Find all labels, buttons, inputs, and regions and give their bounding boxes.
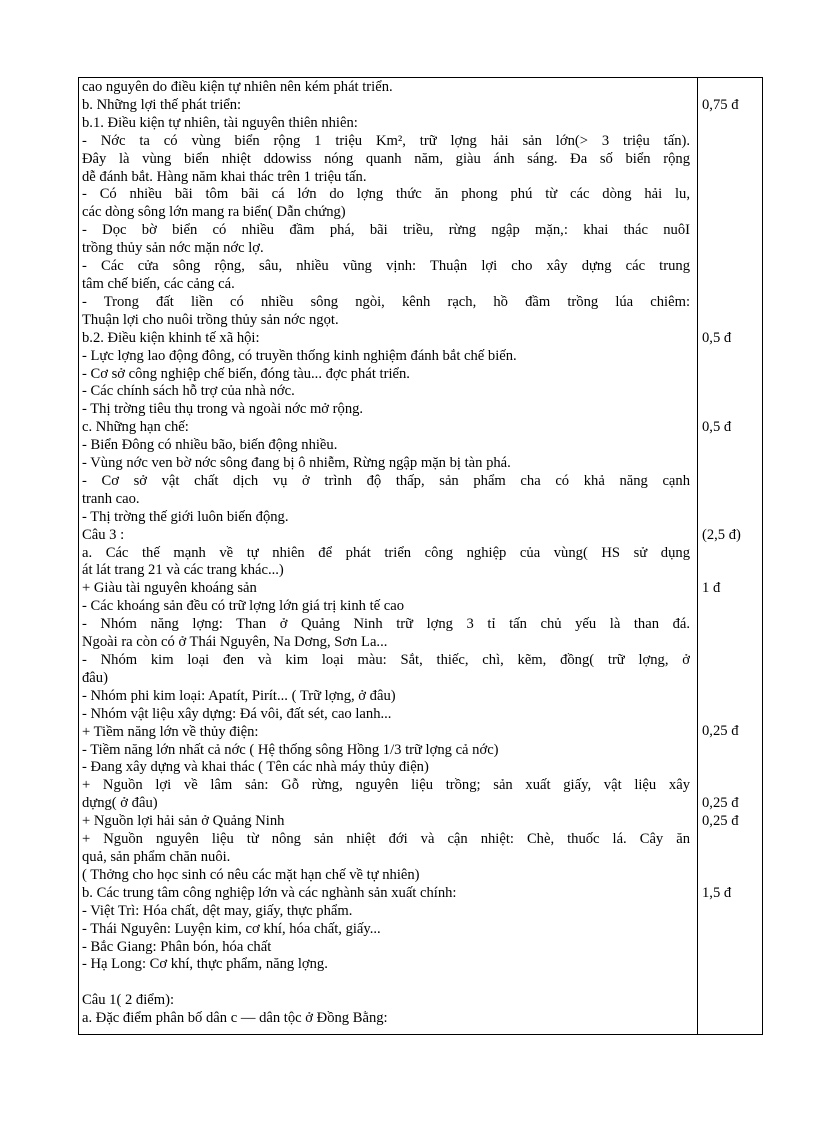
text-line: + Nguồn nguyên liệu từ nông sản nhiệt đới và cận nhiệt: Chè, thuốc lá. Cây ăn bbox=[82, 831, 690, 848]
score-mark: 0,5 đ bbox=[702, 419, 732, 436]
text-line: + Nguồn lợi hải sản ở Quảng Ninh bbox=[82, 813, 285, 830]
text-line: dựng( ở đâu) bbox=[82, 795, 158, 812]
text-line: b. Các trung tâm công nghiệp lớn và các nghành sản xuất chính: bbox=[82, 884, 457, 901]
score-mark: (2,5 đ) bbox=[702, 526, 741, 543]
text-line: đâu) bbox=[82, 669, 108, 686]
score-mark: 0,25 đ bbox=[702, 812, 739, 829]
text-line: - Dọc bờ biển có nhiều đầm phá, bãi triều, rừng ngập mặn,: khai thác nuôI bbox=[82, 222, 690, 239]
text-line: c. Những hạn chế: bbox=[82, 419, 189, 436]
score-mark: 0,75 đ bbox=[702, 96, 739, 113]
text-line: quả, sản phẩm chăn nuôi. bbox=[82, 848, 231, 865]
text-line: ( Thởng cho học sinh có nêu các mặt hạn chế về tự nhiên) bbox=[82, 866, 420, 883]
score-mark: 0,25 đ bbox=[702, 795, 739, 811]
text-line: - Trong đất liền có nhiều sông ngòi, kênh rạch, hồ đầm trồng lúa chiêm: bbox=[82, 293, 690, 310]
score-mark: 1 đ bbox=[702, 580, 721, 597]
text-line: - Việt Trì: Hóa chất, dệt may, giấy, thực phẩm. bbox=[82, 902, 353, 919]
text-line: dễ đánh bắt. Hàng năm khai thác trên 1 triệu tấn. bbox=[82, 168, 367, 185]
answer-content bbox=[82, 79, 690, 1028]
text-line: - Biển Đông có nhiều bão, biến động nhiều. bbox=[82, 437, 338, 454]
text-line: - Đang xây dựng và khai thác ( Tên các nhà máy thủy điện) bbox=[82, 759, 429, 776]
score-mark: 0,25 đ bbox=[702, 723, 739, 740]
text-line: - Thái Nguyên: Luyện kim, cơ khí, hóa chất, giấy... bbox=[82, 920, 381, 937]
score-mark: 1,5 đ bbox=[702, 884, 732, 901]
text-line: + Giàu tài nguyên khoáng sản bbox=[82, 580, 257, 597]
text-line: - Các khoáng sản đều có trữ lợng lớn giá trị kinh tế cao bbox=[82, 598, 405, 615]
text-line bbox=[82, 974, 690, 992]
text-line: át lát trang 21 và các trang khác...) bbox=[82, 562, 284, 579]
text-line: Câu 1( 2 điểm): bbox=[82, 992, 175, 1009]
score-column-divider bbox=[697, 77, 698, 1035]
text-line: Thuận lợi cho nuôi trồng thủy sản nớc ngọt. bbox=[82, 311, 339, 328]
text-line: a. Các thế mạnh về tự nhiên để phát triển công nghiệp của vùng( HS sử dụng bbox=[82, 544, 690, 561]
text-line: - Hạ Long: Cơ khí, thực phẩm, năng lợng. bbox=[82, 956, 328, 973]
text-line: Câu 3 : bbox=[82, 526, 125, 543]
text-line: - Vùng nớc ven bờ nớc sông đang bị ô nhiễm, Rừng ngập mặn bị tàn phá. bbox=[82, 455, 511, 472]
text-line: - Nhóm năng lợng: Than ở Quảng Ninh trữ lợng 3 tỉ tấn chủ yếu là than đá. bbox=[82, 616, 690, 633]
text-line: b.2. Điều kiện khinh tế xã hội: bbox=[82, 329, 260, 346]
text-line: - Thị trờng thế giới luôn biến động. bbox=[82, 508, 289, 525]
text-line: - Lực lợng lao động đông, có truyền thống kinh nghiệm đánh bắt chế biến. bbox=[82, 347, 517, 364]
text-line: - Tiềm năng lớn nhất cả nớc ( Hệ thống sông Hồng 1/3 trữ lợng cả nớc) bbox=[82, 741, 499, 758]
text-line: - Các chính sách hỗ trợ của nhà nớc. bbox=[82, 383, 295, 400]
text-line: - Các cửa sông rộng, sâu, nhiều vũng vịnh: Thuận lợi cho xây dựng các trung bbox=[82, 258, 690, 275]
text-line: - Có nhiều bãi tôm bãi cá lớn do lợng thức ăn phong phú từ các dòng hải lu, bbox=[82, 186, 690, 203]
text-line: tranh cao. bbox=[82, 490, 140, 507]
text-line: các dòng sông lớn mang ra biển( Dẫn chứng) bbox=[82, 204, 346, 221]
text-line: - Nhóm vật liệu xây dựng: Đá vôi, đất sét, cao lanh... bbox=[82, 705, 392, 722]
text-line: - Thị trờng tiêu thụ trong và ngoài nớc mở rộng. bbox=[82, 401, 364, 418]
score-mark: 0,5 đ bbox=[702, 329, 732, 346]
text-line: cao nguyên do điều kiện tự nhiên nên kém phát triển. bbox=[82, 79, 393, 95]
text-line: trồng thủy sản nớc mặn nớc lợ. bbox=[82, 240, 264, 257]
text-line: a. Đặc điểm phân bố dân c — dân tộc ở Đồng Bằng: bbox=[82, 1010, 388, 1027]
text-line: - Nớc ta có vùng biển rộng 1 triệu Km², trữ lợng hải sản lớn(> 3 triệu tấn). bbox=[82, 132, 690, 149]
text-line: b. Những lợi thế phát triển: bbox=[82, 96, 242, 113]
text-line: b.1. Điều kiện tự nhiên, tài nguyên thiên nhiên: bbox=[82, 114, 358, 131]
text-line: - Cơ sở vật chất dịch vụ ở trình độ thấp, sản phẩm cha có khả năng cạnh bbox=[82, 472, 690, 489]
text-line: - Bắc Giang: Phân bón, hóa chất bbox=[82, 938, 272, 955]
text-line: tâm chế biến, các cảng cá. bbox=[82, 275, 235, 292]
text-line: - Nhóm phi kim loại: Apatít, Pirít... ( Trữ lợng, ở đâu) bbox=[82, 687, 396, 704]
text-line: + Nguồn lợi về lâm sản: Gỗ rừng, nguyên liệu trồng; sản xuất giấy, vật liệu xây bbox=[82, 777, 690, 794]
text-line: + Tiềm năng lớn về thủy điện: bbox=[82, 723, 259, 740]
text-line: - Nhóm kim loại đen và kim loại màu: Sắt, thiếc, chì, kẽm, đồng( trữ lợng, ở bbox=[82, 652, 690, 668]
text-line: Đây là vùng biển nhiệt ddowiss nóng quanh năm, giàu ánh sáng. Đa số biển rộng bbox=[82, 150, 690, 167]
text-line: - Cơ sở công nghiệp chế biến, đóng tàu... đợc phát triển. bbox=[82, 365, 410, 382]
text-line: Ngoài ra còn có ở Thái Nguyên, Na Dơng, Sơn La... bbox=[82, 634, 388, 651]
